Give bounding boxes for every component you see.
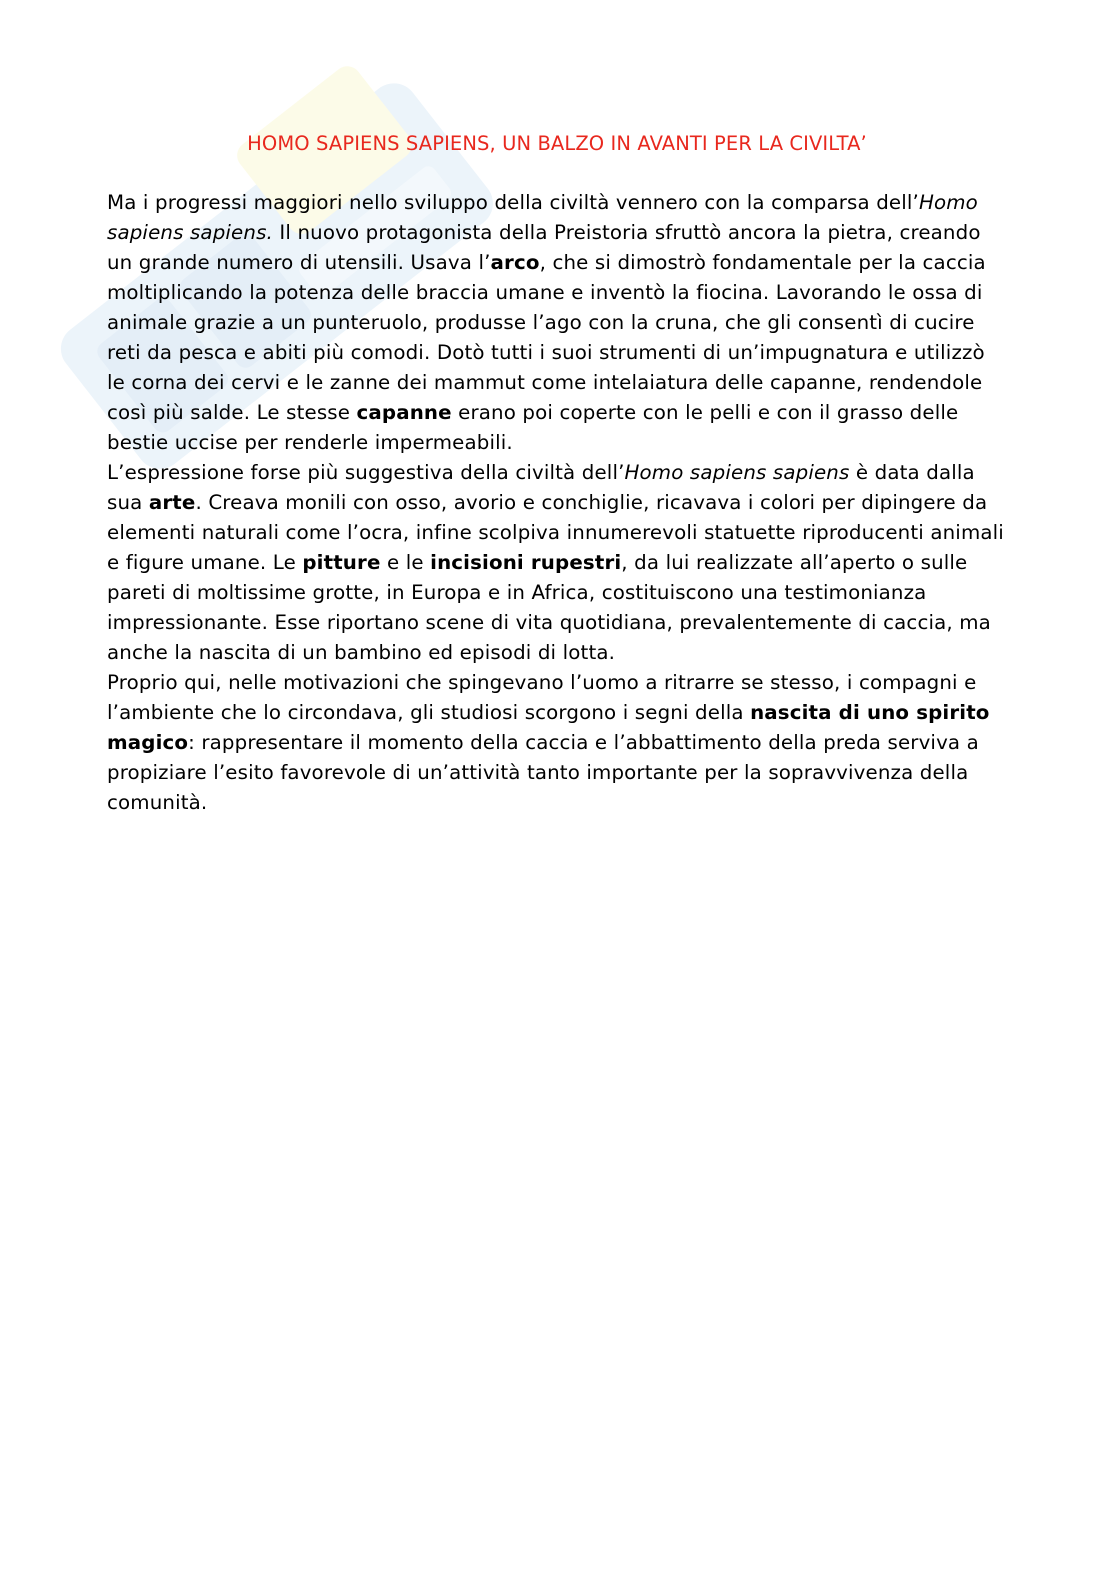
text-run: , che si dimostrò fondamentale per la caccia moltiplicando la potenza delle braccia umane e inventò la fiocina. Lavorando le ossa di animale grazie a un punteruolo, produsse l’ago con la cruna, che gli consentì di cucire reti da pesca e abiti più comodi. Dotò tutti i suoi strumenti di un’impugnatura e utilizzò le corna dei cervi e le zanne dei mammut come intelaiatura delle capanne, rendendole così più salde. Le stesse	[107, 251, 986, 424]
text-run: Il nuovo protagonista della Preistoria sfruttò ancora la pietra, creando un grande numero di utensili. Usava l’	[107, 221, 981, 274]
text-run: e le	[380, 551, 431, 574]
text-run: : rappresentare il momento della caccia e l’abbattimento della preda serviva a propiziare l’esito favorevole di un’attività tanto importante per la sopravvivenza della comunità.	[107, 731, 979, 814]
bold-term: incisioni rupestri	[430, 551, 622, 574]
italic-term: Homo sapiens sapiens.	[107, 191, 978, 244]
bold-term: capanne	[356, 401, 452, 424]
text-run: è data dalla sua	[107, 461, 975, 514]
text-run: , da lui realizzate all’aperto o sulle pareti di moltissime grotte, in Europa e in Africa, costituiscono una testimonianza impressionante. Esse riportano scene di vita quotidiana, prevalentemente di caccia, ma anche la nascita di un bambino ed episodi di lotta.	[107, 551, 991, 664]
text-run: L’espressione forse più suggestiva della civiltà dell’	[107, 461, 625, 484]
document-body	[107, 188, 1007, 818]
text-run: . Creava monili con osso, avorio e conchiglie, ricavava i colori per dipingere da elementi naturali come l’ocra, infine scolpiva innumerevoli statuette riproducenti animali e figure umane. Le	[107, 491, 1004, 574]
italic-term: Homo sapiens sapiens	[624, 461, 850, 484]
text-run: Proprio qui, nelle motivazioni che spingevano l’uomo a ritrarre se stesso, i compagni e l’ambiente che lo circondava, gli studiosi scorgono i segni della	[107, 671, 977, 724]
paragraph	[107, 458, 1007, 668]
document-page	[107, 128, 1007, 818]
paragraph	[107, 668, 1007, 818]
text-run: erano poi coperte con le pelli e con il grasso delle bestie uccise per renderle impermeabili.	[107, 401, 959, 454]
text-run: Ma i progressi maggiori nello sviluppo della civiltà vennero con la comparsa dell’	[107, 191, 919, 214]
paragraph	[107, 188, 1007, 458]
bold-term: nascita di uno spirito magico	[107, 701, 990, 754]
bold-term: arte	[148, 491, 196, 514]
bold-term: pitture	[302, 551, 381, 574]
document-title: HOMO SAPIENS SAPIENS, UN BALZO IN AVANTI PER LA CIVILTA’	[247, 132, 867, 155]
bold-term: arco	[490, 251, 540, 274]
